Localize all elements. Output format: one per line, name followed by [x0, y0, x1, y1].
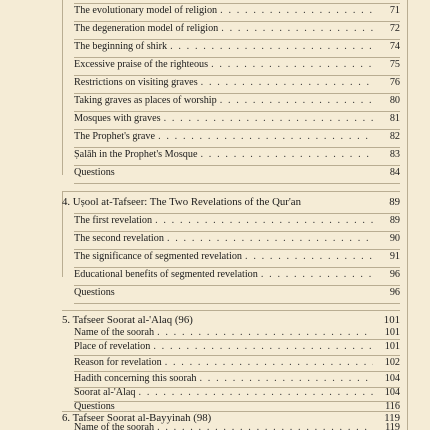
toc-page-number: 71 — [389, 5, 400, 16]
toc-entry-title: The significance of segmented revelation — [74, 251, 243, 262]
toc-page-number: 80 — [389, 95, 400, 106]
toc-page-number: 90 — [389, 233, 400, 244]
leader-dots — [220, 3, 373, 19]
toc-row[interactable] — [74, 75, 400, 91]
toc-row[interactable] — [74, 21, 400, 37]
toc-page-number: 82 — [389, 131, 400, 142]
toc-row[interactable] — [74, 93, 400, 109]
toc-page-number: 101 — [384, 341, 400, 352]
leader-dots — [201, 147, 373, 163]
toc-page-number: 104 — [384, 373, 400, 384]
toc-page-number: 89 — [389, 215, 400, 226]
toc-page-number: 101 — [384, 327, 400, 338]
leader-dots — [211, 57, 373, 73]
toc-row[interactable] — [74, 147, 400, 163]
leader-dots — [245, 249, 373, 265]
toc-entry-title: Reason for revelation — [74, 357, 162, 368]
toc-entry-title: The first revelation — [74, 215, 153, 226]
toc-entry-title: The degeneration model of religion — [74, 23, 219, 34]
toc-entry-title: Place of revelation — [74, 341, 151, 352]
toc-page-number: 81 — [389, 113, 400, 124]
toc-entry-title: Ṣalāh in the Prophet's Mosque — [74, 149, 198, 160]
row-rule — [74, 183, 400, 184]
toc-entry-title: Mosques with graves — [74, 113, 161, 124]
chapter-page-number: 119 — [384, 412, 400, 424]
leader-dots — [158, 129, 373, 145]
toc-page-number: 104 — [384, 387, 400, 398]
left-border — [62, 0, 63, 175]
leader-dots — [153, 339, 373, 355]
toc-page-number: 72 — [389, 23, 400, 34]
toc-page-number: 84 — [389, 167, 400, 178]
toc-row[interactable] — [74, 267, 400, 283]
toc-page-number: 83 — [389, 149, 400, 160]
row-rule — [74, 303, 400, 304]
toc-row[interactable] — [74, 339, 400, 355]
toc-entry-title: Soorat al-'Alaq — [74, 387, 136, 398]
toc-page-number: 96 — [389, 287, 400, 298]
toc-row[interactable] — [74, 213, 400, 229]
toc-row[interactable] — [74, 57, 400, 73]
right-border — [407, 0, 408, 430]
toc-entry-title: Questions — [74, 167, 115, 178]
chapter-heading[interactable] — [62, 194, 400, 210]
leader-dots — [170, 39, 373, 55]
toc-page-number: 102 — [384, 357, 400, 368]
toc-row[interactable] — [74, 420, 400, 430]
toc-entry-title: The beginning of shirk — [74, 41, 168, 52]
chapter-page-number: 101 — [383, 314, 400, 326]
toc-entry-title: The second revelation — [74, 233, 164, 244]
toc-entry-title: Name of the soorah — [74, 422, 155, 430]
chapter-title: 4. Uṣool at-Tafseer: The Two Revelations of the Qur'an — [62, 196, 302, 208]
toc-row[interactable] — [74, 355, 400, 371]
chapter-rule — [62, 191, 400, 192]
toc-row[interactable] — [74, 111, 400, 127]
leader-dots — [261, 267, 373, 283]
leader-dots — [220, 93, 373, 109]
toc-page-number: 74 — [389, 41, 400, 52]
toc-page-number: 91 — [389, 251, 400, 262]
toc-row[interactable] — [74, 39, 400, 55]
toc-row[interactable] — [74, 3, 400, 19]
leader-dots — [164, 111, 373, 127]
toc-page-number: 96 — [389, 269, 400, 280]
leader-dots — [165, 355, 373, 371]
toc-row[interactable] — [74, 249, 400, 265]
chapter-title: 5. Tafseer Soorat al-'Alaq (96) — [62, 314, 193, 326]
chapter-title: 6. Tafseer Soorat al-Bayyinah (98) — [62, 412, 212, 424]
leader-dots — [221, 21, 373, 37]
toc-entry-title: Hadith concerning this soorah — [74, 373, 197, 384]
toc-entry-title: The Prophet's grave — [74, 131, 156, 142]
toc-entry-title: Taking graves as places of worship — [74, 95, 217, 106]
toc-entry-title: The evolutionary model of religion — [74, 5, 218, 16]
toc-row[interactable] — [74, 285, 400, 301]
toc-entry-title: Questions — [74, 401, 115, 412]
toc-page-number: 75 — [389, 59, 400, 70]
leader-dots — [155, 213, 373, 229]
leader-dots — [201, 75, 373, 91]
chapter-rule — [62, 310, 400, 311]
toc-page-number: 76 — [389, 77, 400, 88]
toc-entry-title: Restrictions on visiting graves — [74, 77, 198, 88]
toc-entry-title: Questions — [74, 287, 115, 298]
toc-entry-title: Educational benefits of segmented revelation — [74, 269, 258, 280]
toc-entry-title: Excessive praise of the righteous — [74, 59, 209, 70]
leader-dots — [157, 420, 373, 430]
toc-row[interactable] — [74, 165, 400, 181]
chapter-page-number: 89 — [389, 196, 400, 208]
toc-page-number: 116 — [385, 401, 400, 412]
toc-page-number: 119 — [385, 422, 400, 430]
leader-dots — [167, 231, 373, 247]
toc-row[interactable] — [74, 129, 400, 145]
toc-row[interactable] — [74, 231, 400, 247]
toc-entry-title: Name of the soorah — [74, 327, 155, 338]
